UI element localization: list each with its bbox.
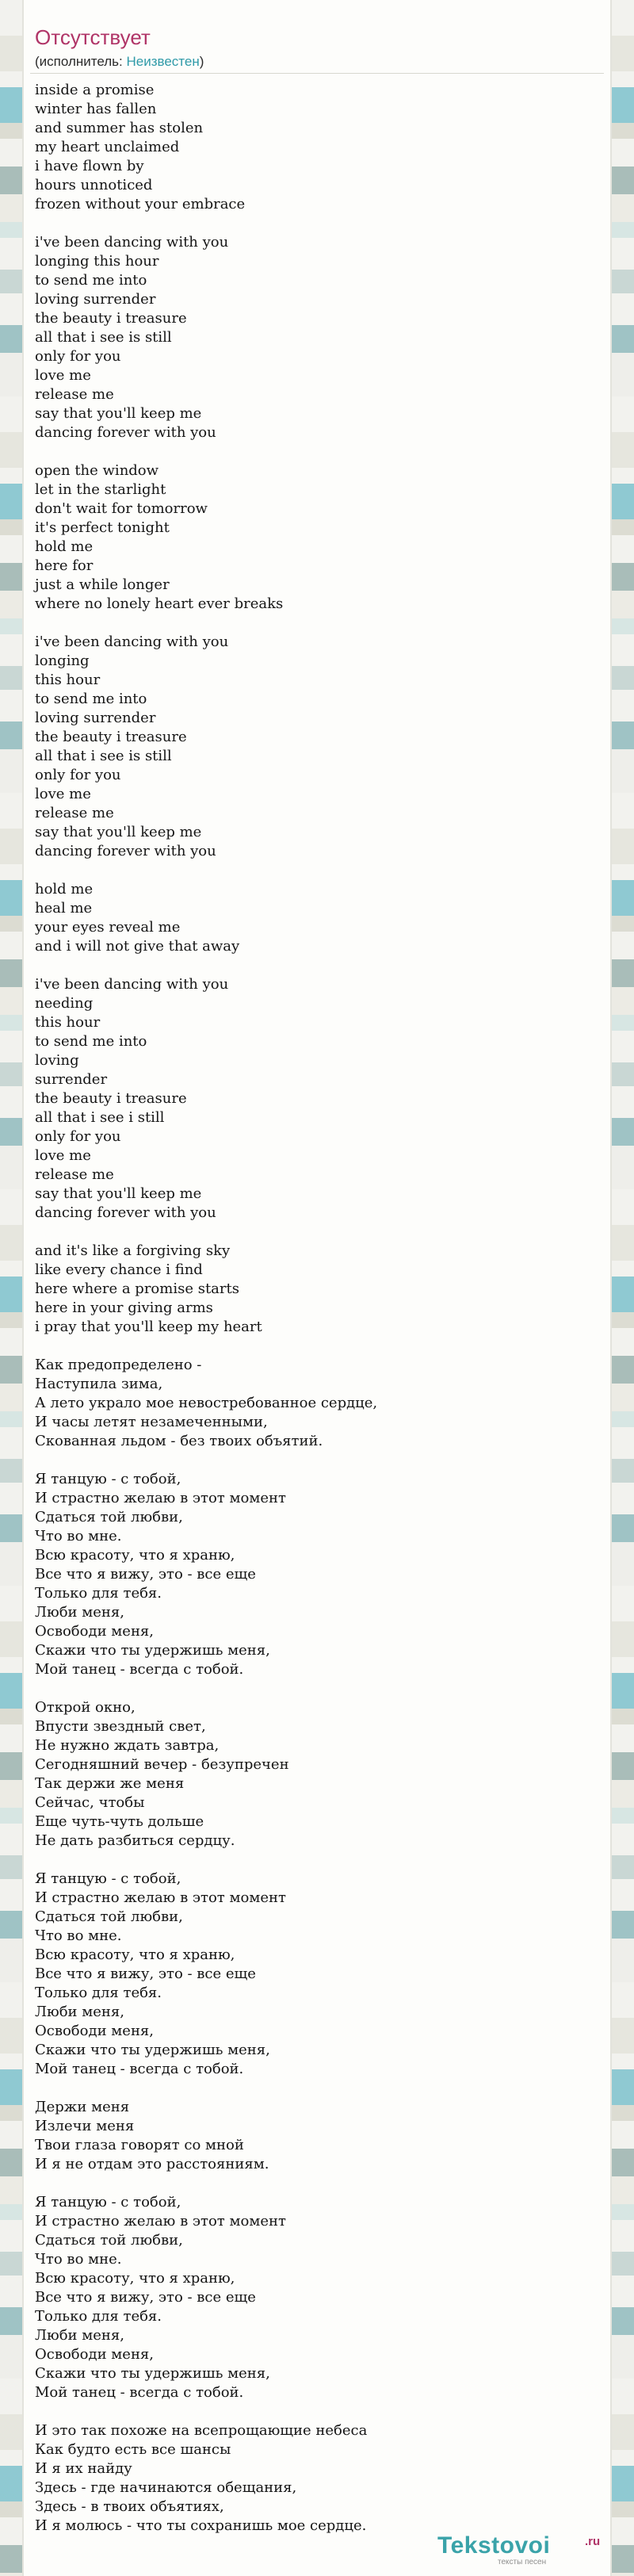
lyrics-sheet xyxy=(22,0,612,2576)
artist-prefix: (исполнитель: xyxy=(35,54,127,69)
artist-link[interactable]: Неизвестен xyxy=(126,54,200,69)
lyrics-text: inside a promise winter has fallen and summer has stolen my heart unclaimed i have flown by hours unnoticed frozen without your embrace i've been dancing with you longing this hour to send me into loving surrender the beauty i treasure all that i see is still only for you love me release me say that you'll keep me dancing forever with you open the window let in the starlight don't wait for tomorrow it's perfect tonight hold me here for just a while longer where no lonely heart ever breaks i've been dancing with you longing this hour to send me into loving surrender the beauty i treasure all that i see is still only for you love me release me say that you'll keep me dancing forever with you hold me heal me your eyes reveal me and i will not give that away i've been dancing with you needing this hour to send me into loving surrender the beauty i treasure all that i see i still only for you love me release me say that you'll keep me dancing forever with you and it's like a forgiving sky like every chance i find here where a promise starts here in your giving arms i pray that you'll keep my heart Как предопределено - Наступила зима, А лето украло мое невостребованное сердце, И часы летят незамеченными, Скованная льдом - без твоих объятий. Я танцую - с тобой, И страстно желаю в этот момент Сдаться той любви, Что во мне. Всю красоту, что я храню, Все что я вижу, это - все еще Только для тебя. Люби меня, Освободи меня, Скажи что ты удержишь меня, Мой танец - всегда с тобой. Открой окно, Впусти звездный свет, Не нужно ждать завтра, Сегодняшний вечер - безупречен Так держи же меня Сейчас, чтобы Еще чуть-чуть дольше Не дать разбиться сердцу. Я танцую - с тобой, И страстно желаю в этот момент Сдаться той любви, Что во мне. Всю красоту, что я храню, Все что я вижу, это - все еще Только для тебя. Люби меня, Освободи меня, Скажи что ты удержишь меня, Мой танец - всегда с тобой. Держи меня Излечи меня Твои глаза говорят со мной И я не отдам это расстояниям. Я танцую - с тобой, И страстно желаю в этот момент Сдаться той любви, Что во мне. Всю красоту, что я храню, Все что я вижу, это - все еще Только для тебя. Люби меня, Освободи меня, Скажи что ты удержишь меня, Мой танец - всегда с тобой. И это так похоже на всепрощающие небеса Как будто есть все шансы И я их найду Здесь - где начинаются обещания, Здесь - в твоих объятиях, И я молюсь - что ты сохранишь мое сердце. xyxy=(35,82,378,2534)
artist-line xyxy=(35,53,204,71)
logo-domain: .ru xyxy=(585,2535,601,2548)
logo-wordmark: Tekstovoi xyxy=(437,2532,551,2559)
logo-tagline: тексты песен xyxy=(498,2558,547,2566)
song-title: Отсутствует xyxy=(35,25,151,49)
site-logo[interactable] xyxy=(437,2532,601,2570)
artist-suffix: ) xyxy=(199,54,204,69)
title-divider xyxy=(30,73,604,74)
